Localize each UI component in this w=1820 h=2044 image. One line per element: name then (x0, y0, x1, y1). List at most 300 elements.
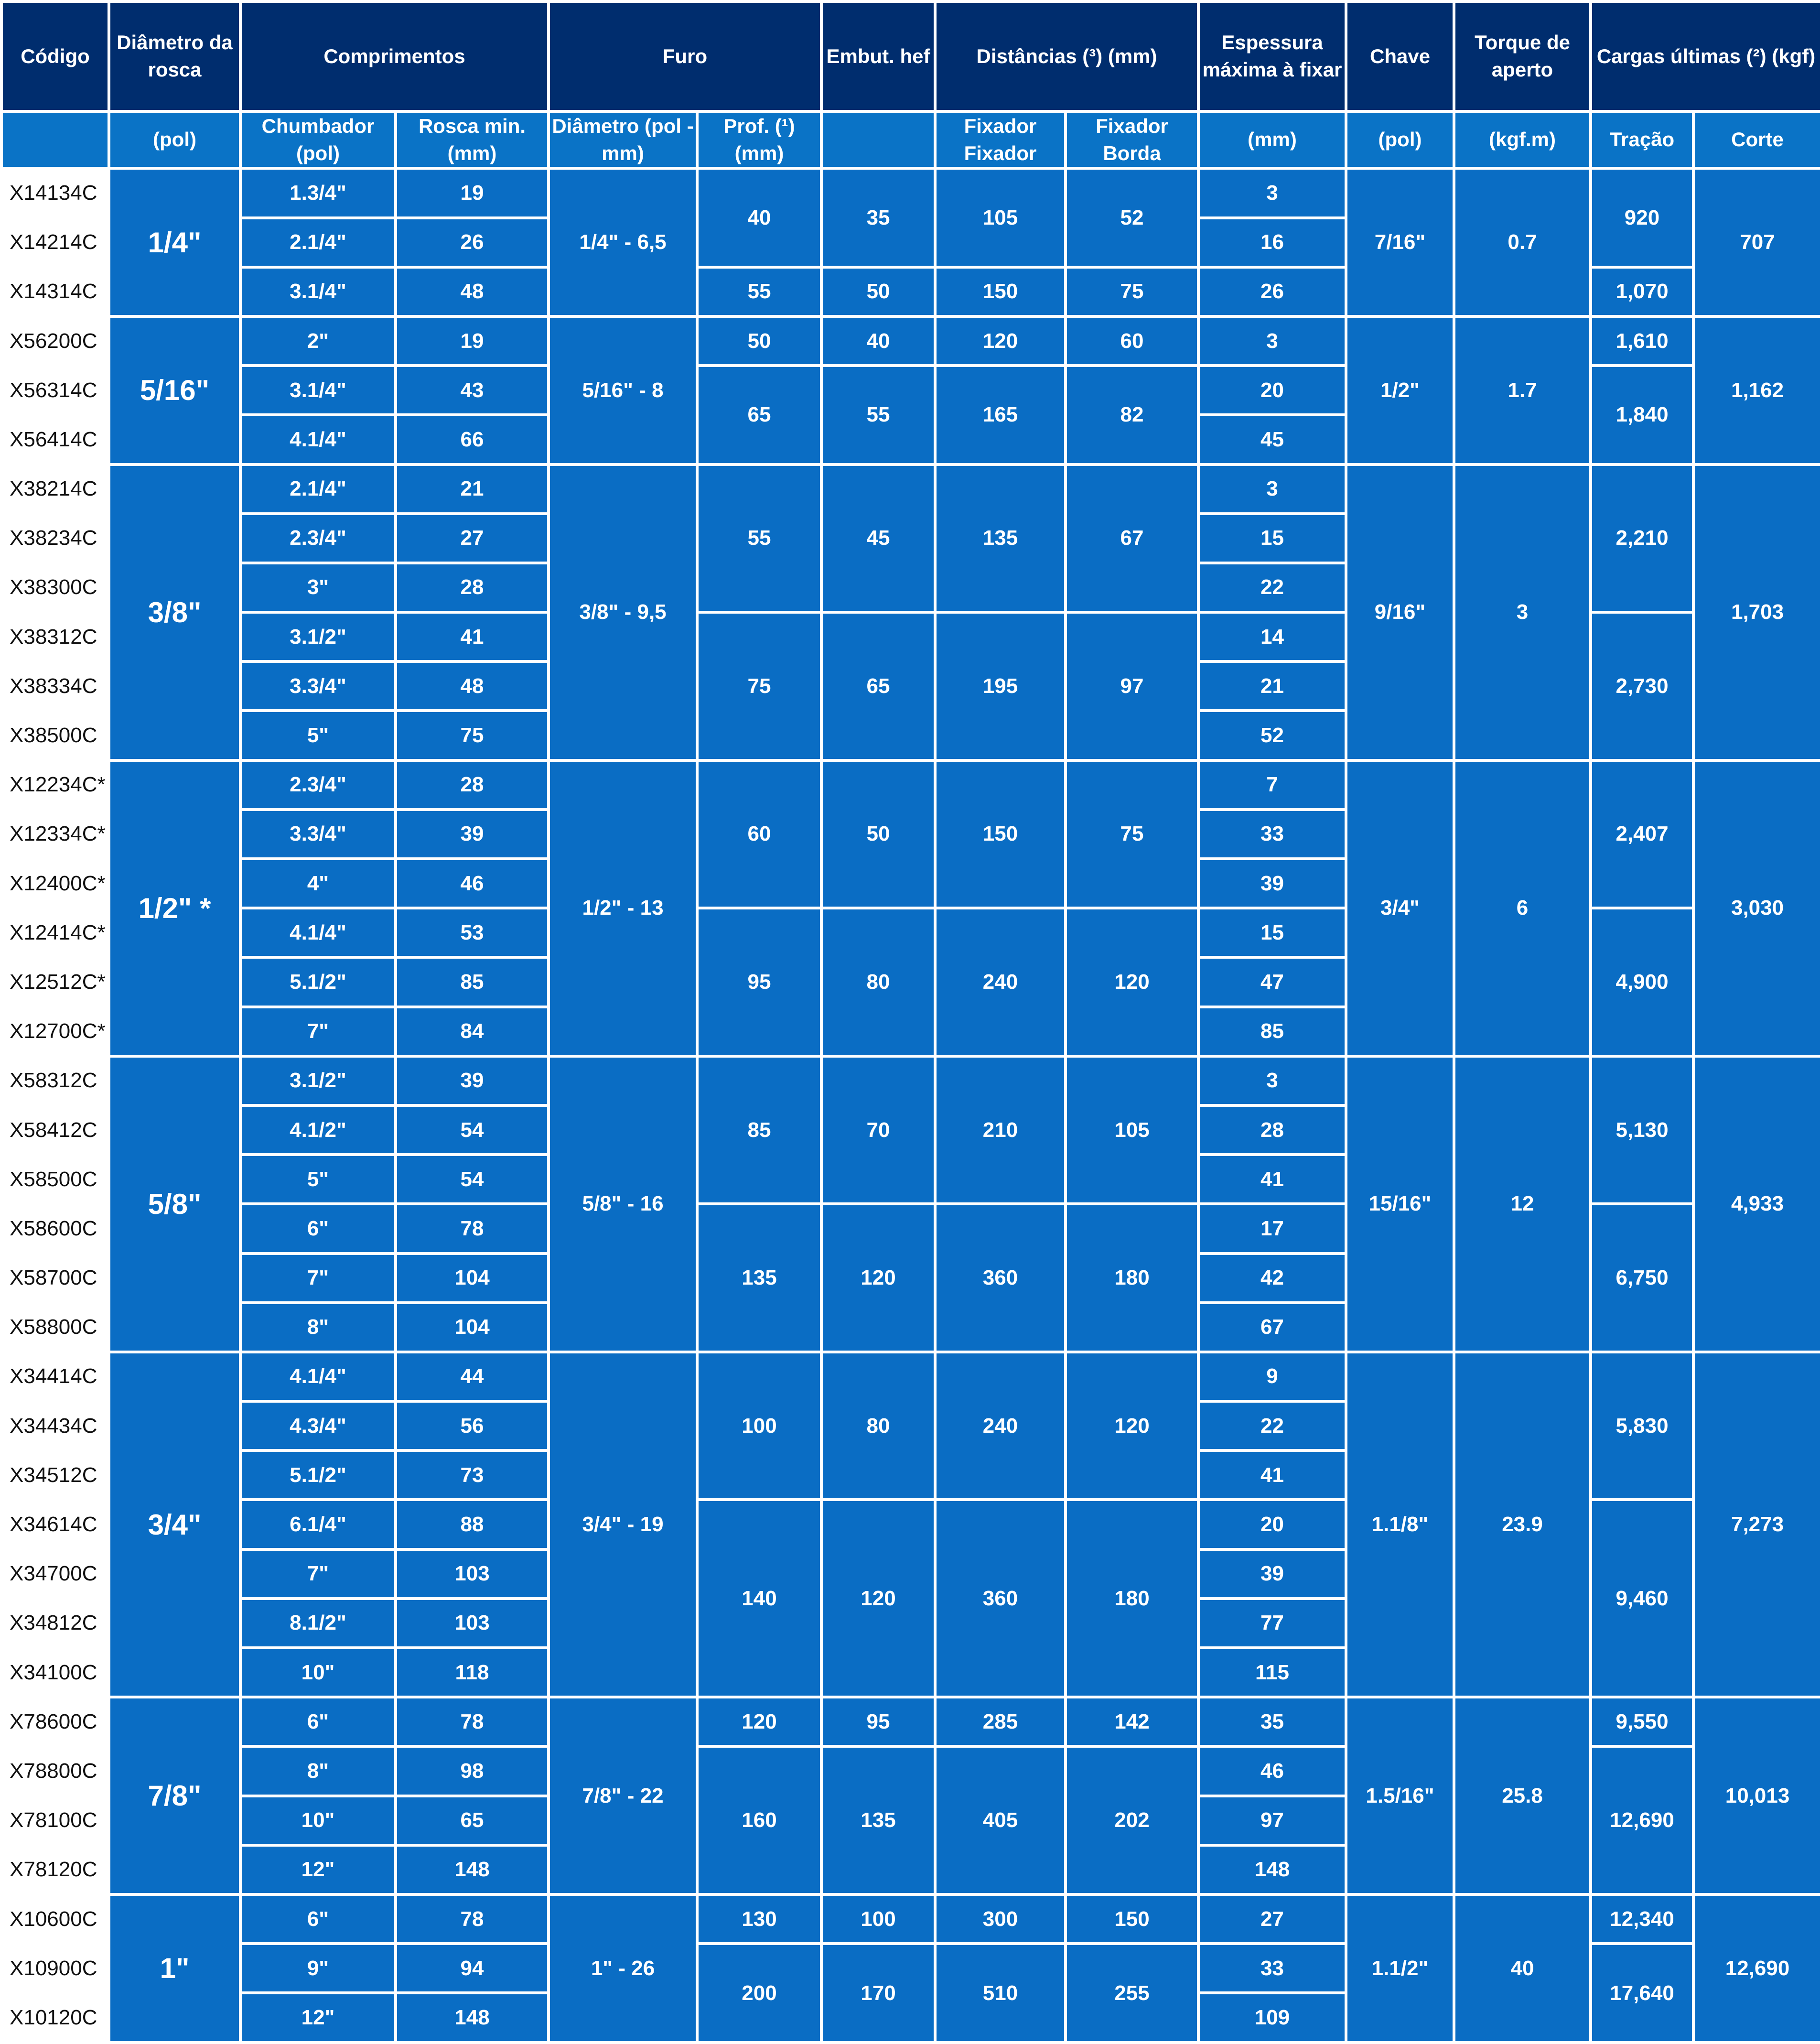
hole-diameter: 3/8" - 9,5 (549, 465, 697, 760)
product-code: X38312C (1, 612, 109, 661)
shear-load: 7,273 (1693, 1352, 1820, 1697)
anchor-length: 4.1/4" (240, 415, 396, 464)
thread-min-length: 44 (396, 1352, 549, 1401)
distance-fixador-borda: 105 (1066, 1056, 1198, 1204)
wrench-size: 1.5/16" (1346, 1697, 1454, 1894)
thread-min-length: 46 (396, 859, 549, 908)
anchor-length: 1.3/4" (240, 168, 396, 217)
shear-load: 707 (1693, 168, 1820, 316)
anchor-length: 12" (240, 1845, 396, 1894)
wrench-size: 1.1/2" (1346, 1894, 1454, 2043)
header-row-units (1, 111, 1820, 168)
embedment-hef: 170 (821, 1944, 935, 2043)
max-fixture-thickness: 3 (1198, 1056, 1346, 1105)
distance-fixador-fixador: 240 (935, 908, 1066, 1056)
thread-min-length: 148 (396, 1993, 549, 2043)
header-torque: Torque de aperto (1454, 1, 1591, 111)
hole-depth: 130 (697, 1894, 821, 1944)
product-code: X12512C* (1, 957, 109, 1006)
tightening-torque: 6 (1454, 760, 1591, 1056)
product-code: X34614C (1, 1500, 109, 1549)
hole-diameter: 5/16" - 8 (549, 316, 697, 465)
distance-fixador-borda: 120 (1066, 908, 1198, 1056)
max-fixture-thickness: 33 (1198, 810, 1346, 859)
max-fixture-thickness: 85 (1198, 1007, 1346, 1056)
hole-depth: 60 (697, 760, 821, 908)
thread-min-length: 19 (396, 316, 549, 366)
product-code: X58500C (1, 1155, 109, 1204)
product-code: X56200C (1, 316, 109, 366)
header-chave: Chave (1346, 1, 1454, 111)
thread-min-length: 78 (396, 1894, 549, 1944)
product-code: X34700C (1, 1549, 109, 1599)
product-code: X14314C (1, 267, 109, 316)
wrench-size: 7/16" (1346, 168, 1454, 316)
anchor-length: 3.1/2" (240, 1056, 396, 1105)
anchor-length: 10" (240, 1796, 396, 1845)
max-fixture-thickness: 17 (1198, 1204, 1346, 1253)
product-code: X34414C (1, 1352, 109, 1401)
distance-fixador-fixador: 285 (935, 1697, 1066, 1746)
header-fixador-fixador: Fixador Fixador (935, 111, 1066, 168)
max-fixture-thickness: 45 (1198, 415, 1346, 464)
anchor-length: 6.1/4" (240, 1500, 396, 1549)
distance-fixador-borda: 60 (1066, 316, 1198, 366)
product-code: X58312C (1, 1056, 109, 1105)
max-fixture-thickness: 148 (1198, 1845, 1346, 1894)
embedment-hef: 50 (821, 267, 935, 316)
thread-min-length: 98 (396, 1746, 549, 1795)
hole-depth: 135 (697, 1204, 821, 1352)
distance-fixador-fixador: 510 (935, 1944, 1066, 2043)
product-code: X58600C (1, 1204, 109, 1253)
tightening-torque: 23.9 (1454, 1352, 1591, 1697)
header-embut-hef: Embut. hef (821, 1, 935, 111)
hole-depth: 200 (697, 1944, 821, 2043)
embedment-hef: 100 (821, 1894, 935, 1944)
header-embut-blank (821, 111, 935, 168)
header-row-main (1, 1, 1820, 111)
anchor-length: 3.3/4" (240, 810, 396, 859)
header-corte: Corte (1693, 111, 1820, 168)
max-fixture-thickness: 67 (1198, 1303, 1346, 1352)
product-code: X10900C (1, 1944, 109, 1993)
header-espessura: Espessura máxima à fixar (1198, 1, 1346, 111)
distance-fixador-fixador: 120 (935, 316, 1066, 366)
distance-fixador-borda: 75 (1066, 267, 1198, 316)
tension-load: 5,130 (1591, 1056, 1693, 1204)
product-code: X12700C* (1, 1007, 109, 1056)
max-fixture-thickness: 46 (1198, 1746, 1346, 1795)
max-fixture-thickness: 39 (1198, 1549, 1346, 1599)
product-code: X78120C (1, 1845, 109, 1894)
product-code: X78800C (1, 1746, 109, 1795)
thread-min-length: 66 (396, 415, 549, 464)
thread-diameter: 1/2" * (109, 760, 240, 1056)
thread-min-length: 39 (396, 810, 549, 859)
max-fixture-thickness: 47 (1198, 957, 1346, 1006)
shear-load: 12,690 (1693, 1894, 1820, 2043)
embedment-hef: 135 (821, 1746, 935, 1894)
max-fixture-thickness: 97 (1198, 1796, 1346, 1845)
anchor-length: 3.3/4" (240, 661, 396, 711)
tension-load: 9,550 (1591, 1697, 1693, 1746)
anchor-length: 7" (240, 1549, 396, 1599)
distance-fixador-fixador: 195 (935, 612, 1066, 760)
max-fixture-thickness: 9 (1198, 1352, 1346, 1401)
hole-depth: 85 (697, 1056, 821, 1204)
tension-load: 12,340 (1591, 1894, 1693, 1944)
hole-diameter: 7/8" - 22 (549, 1697, 697, 1894)
embedment-hef: 80 (821, 1352, 935, 1500)
thread-min-length: 56 (396, 1401, 549, 1450)
hole-diameter: 3/4" - 19 (549, 1352, 697, 1697)
product-code: X58800C (1, 1303, 109, 1352)
anchor-length: 2.1/4" (240, 465, 396, 514)
tension-load: 9,460 (1591, 1500, 1693, 1697)
max-fixture-thickness: 3 (1198, 465, 1346, 514)
header-chave-unit: (pol) (1346, 111, 1454, 168)
header-furo-diametro: Diâmetro (pol - mm) (549, 111, 697, 168)
thread-min-length: 48 (396, 267, 549, 316)
embedment-hef: 45 (821, 465, 935, 613)
distance-fixador-fixador: 300 (935, 1894, 1066, 1944)
tightening-torque: 12 (1454, 1056, 1591, 1352)
thread-min-length: 78 (396, 1204, 549, 1253)
hole-depth: 55 (697, 465, 821, 613)
tension-load: 2,730 (1591, 612, 1693, 760)
anchor-length: 5" (240, 711, 396, 760)
max-fixture-thickness: 15 (1198, 908, 1346, 957)
header-distancias: Distâncias (³) (mm) (935, 1, 1198, 111)
distance-fixador-borda: 150 (1066, 1894, 1198, 1944)
header-torque-unit: (kgf.m) (1454, 111, 1591, 168)
header-codigo: Código (1, 1, 109, 111)
max-fixture-thickness: 35 (1198, 1697, 1346, 1746)
hole-depth: 95 (697, 908, 821, 1056)
max-fixture-thickness: 14 (1198, 612, 1346, 661)
anchor-length: 10" (240, 1648, 396, 1697)
product-code: X78600C (1, 1697, 109, 1746)
thread-min-length: 26 (396, 218, 549, 267)
embedment-hef: 65 (821, 612, 935, 760)
header-furo-prof: Prof. (¹) (mm) (697, 111, 821, 168)
header-codigo-blank (1, 111, 109, 168)
hole-diameter: 5/8" - 16 (549, 1056, 697, 1352)
hole-depth: 50 (697, 316, 821, 366)
distance-fixador-fixador: 135 (935, 465, 1066, 613)
max-fixture-thickness: 3 (1198, 316, 1346, 366)
anchor-length: 6" (240, 1697, 396, 1746)
max-fixture-thickness: 20 (1198, 366, 1346, 415)
anchor-length: 4.1/4" (240, 1352, 396, 1401)
anchor-length: 6" (240, 1894, 396, 1944)
tension-load: 6,750 (1591, 1204, 1693, 1352)
product-code: X12234C* (1, 760, 109, 810)
wrench-size: 3/4" (1346, 760, 1454, 1056)
anchor-length: 5.1/2" (240, 957, 396, 1006)
distance-fixador-borda: 75 (1066, 760, 1198, 908)
thread-min-length: 94 (396, 1944, 549, 1993)
product-code: X34512C (1, 1450, 109, 1500)
wrench-size: 1/2" (1346, 316, 1454, 465)
thread-min-length: 27 (396, 514, 549, 563)
tightening-torque: 1.7 (1454, 316, 1591, 465)
anchor-length: 9" (240, 1944, 396, 1993)
header-cargas: Cargas últimas (²) (kgf) (1591, 1, 1820, 111)
header-diametro-rosca: Diâmetro da rosca (109, 1, 240, 111)
hole-depth: 100 (697, 1352, 821, 1500)
max-fixture-thickness: 16 (1198, 218, 1346, 267)
anchor-length: 4.1/4" (240, 908, 396, 957)
distance-fixador-fixador: 240 (935, 1352, 1066, 1500)
header-tracao: Tração (1591, 111, 1693, 168)
thread-min-length: 54 (396, 1155, 549, 1204)
distance-fixador-fixador: 210 (935, 1056, 1066, 1204)
max-fixture-thickness: 27 (1198, 1894, 1346, 1944)
max-fixture-thickness: 41 (1198, 1155, 1346, 1204)
tension-load: 2,210 (1591, 465, 1693, 613)
max-fixture-thickness: 7 (1198, 760, 1346, 810)
distance-fixador-borda: 142 (1066, 1697, 1198, 1746)
max-fixture-thickness: 52 (1198, 711, 1346, 760)
product-code: X12334C* (1, 810, 109, 859)
product-code: X34100C (1, 1648, 109, 1697)
product-code: X38500C (1, 711, 109, 760)
header-comprimentos: Comprimentos (240, 1, 549, 111)
thread-min-length: 43 (396, 366, 549, 415)
hole-diameter: 1" - 26 (549, 1894, 697, 2043)
anchor-length: 2" (240, 316, 396, 366)
product-code: X14214C (1, 218, 109, 267)
anchor-length: 4.1/2" (240, 1105, 396, 1155)
anchor-length: 3.1/4" (240, 366, 396, 415)
product-code: X56414C (1, 415, 109, 464)
embedment-hef: 50 (821, 760, 935, 908)
product-code: X58700C (1, 1254, 109, 1303)
embedment-hef: 35 (821, 168, 935, 267)
shear-load: 3,030 (1693, 760, 1820, 1056)
anchor-length: 8" (240, 1303, 396, 1352)
thread-min-length: 104 (396, 1303, 549, 1352)
tightening-torque: 25.8 (1454, 1697, 1591, 1894)
thread-min-length: 19 (396, 168, 549, 217)
anchor-length: 2.3/4" (240, 514, 396, 563)
thread-diameter: 5/8" (109, 1056, 240, 1352)
table-row (1, 1056, 1820, 1105)
thread-min-length: 78 (396, 1697, 549, 1746)
thread-min-length: 28 (396, 563, 549, 612)
max-fixture-thickness: 115 (1198, 1648, 1346, 1697)
tension-load: 12,690 (1591, 1746, 1693, 1894)
header-fixador-borda: Fixador Borda (1066, 111, 1198, 168)
thread-min-length: 88 (396, 1500, 549, 1549)
hole-diameter: 1/4" - 6,5 (549, 168, 697, 316)
product-code: X38214C (1, 465, 109, 514)
anchor-length: 6" (240, 1204, 396, 1253)
tension-load: 1,070 (1591, 267, 1693, 316)
product-code: X10120C (1, 1993, 109, 2043)
max-fixture-thickness: 42 (1198, 1254, 1346, 1303)
wrench-size: 1.1/8" (1346, 1352, 1454, 1697)
anchor-length: 7" (240, 1254, 396, 1303)
distance-fixador-borda: 180 (1066, 1204, 1198, 1352)
thread-min-length: 54 (396, 1105, 549, 1155)
tension-load: 920 (1591, 168, 1693, 267)
tension-load: 1,610 (1591, 316, 1693, 366)
embedment-hef: 70 (821, 1056, 935, 1204)
table-row (1, 1352, 1820, 1401)
distance-fixador-borda: 67 (1066, 465, 1198, 613)
table-row (1, 316, 1820, 366)
thread-min-length: 84 (396, 1007, 549, 1056)
max-fixture-thickness: 28 (1198, 1105, 1346, 1155)
distance-fixador-fixador: 105 (935, 168, 1066, 267)
anchor-length: 3" (240, 563, 396, 612)
header-espessura-unit: (mm) (1198, 111, 1346, 168)
thread-min-length: 103 (396, 1599, 549, 1648)
max-fixture-thickness: 41 (1198, 1450, 1346, 1500)
max-fixture-thickness: 3 (1198, 168, 1346, 217)
thread-min-length: 28 (396, 760, 549, 810)
anchor-length: 8.1/2" (240, 1599, 396, 1648)
distance-fixador-fixador: 150 (935, 267, 1066, 316)
hole-depth: 75 (697, 612, 821, 760)
wrench-size: 15/16" (1346, 1056, 1454, 1352)
tightening-torque: 3 (1454, 465, 1591, 760)
embedment-hef: 80 (821, 908, 935, 1056)
thread-min-length: 21 (396, 465, 549, 514)
distance-fixador-fixador: 360 (935, 1204, 1066, 1352)
table-row (1, 1697, 1820, 1746)
header-diametro-unit: (pol) (109, 111, 240, 168)
product-code: X34812C (1, 1599, 109, 1648)
max-fixture-thickness: 22 (1198, 1401, 1346, 1450)
distance-fixador-borda: 97 (1066, 612, 1198, 760)
anchor-length: 12" (240, 1993, 396, 2043)
table-row (1, 168, 1820, 217)
hole-depth: 40 (697, 168, 821, 267)
product-code: X38234C (1, 514, 109, 563)
max-fixture-thickness: 26 (1198, 267, 1346, 316)
product-code: X38334C (1, 661, 109, 711)
thread-min-length: 85 (396, 957, 549, 1006)
tension-load: 4,900 (1591, 908, 1693, 1056)
distance-fixador-fixador: 165 (935, 366, 1066, 464)
tension-load: 1,840 (1591, 366, 1693, 464)
tension-load: 17,640 (1591, 1944, 1693, 2043)
max-fixture-thickness: 21 (1198, 661, 1346, 711)
tension-load: 2,407 (1591, 760, 1693, 908)
distance-fixador-borda: 202 (1066, 1746, 1198, 1894)
distance-fixador-borda: 120 (1066, 1352, 1198, 1500)
anchor-length: 5" (240, 1155, 396, 1204)
anchor-length: 3.1/4" (240, 267, 396, 316)
tightening-torque: 0.7 (1454, 168, 1591, 316)
thread-min-length: 41 (396, 612, 549, 661)
distance-fixador-fixador: 405 (935, 1746, 1066, 1894)
product-code: X14134C (1, 168, 109, 217)
header-furo: Furo (549, 1, 821, 111)
thread-diameter: 1/4" (109, 168, 240, 316)
thread-min-length: 75 (396, 711, 549, 760)
thread-min-length: 65 (396, 1796, 549, 1845)
anchor-length: 2.3/4" (240, 760, 396, 810)
header-chumbador: Chumbador (pol) (240, 111, 396, 168)
max-fixture-thickness: 22 (1198, 563, 1346, 612)
embedment-hef: 95 (821, 1697, 935, 1746)
embedment-hef: 120 (821, 1204, 935, 1352)
thread-min-length: 148 (396, 1845, 549, 1894)
anchor-length: 3.1/2" (240, 612, 396, 661)
thread-min-length: 104 (396, 1254, 549, 1303)
thread-min-length: 118 (396, 1648, 549, 1697)
hole-depth: 120 (697, 1697, 821, 1746)
anchor-length: 4" (240, 859, 396, 908)
anchor-length: 4.3/4" (240, 1401, 396, 1450)
anchor-length: 8" (240, 1746, 396, 1795)
wrench-size: 9/16" (1346, 465, 1454, 760)
thread-diameter: 1" (109, 1894, 240, 2043)
hole-depth: 140 (697, 1500, 821, 1697)
product-code: X12400C* (1, 859, 109, 908)
max-fixture-thickness: 15 (1198, 514, 1346, 563)
thread-diameter: 5/16" (109, 316, 240, 465)
anchor-length: 5.1/2" (240, 1450, 396, 1500)
product-code: X78100C (1, 1796, 109, 1845)
thread-min-length: 48 (396, 661, 549, 711)
shear-load: 4,933 (1693, 1056, 1820, 1352)
product-code: X34434C (1, 1401, 109, 1450)
anchor-length: 7" (240, 1007, 396, 1056)
embedment-hef: 55 (821, 366, 935, 464)
product-code: X38300C (1, 563, 109, 612)
tension-load: 5,830 (1591, 1352, 1693, 1500)
distance-fixador-borda: 180 (1066, 1500, 1198, 1697)
max-fixture-thickness: 33 (1198, 1944, 1346, 1993)
table-row (1, 1894, 1820, 1944)
thread-min-length: 39 (396, 1056, 549, 1105)
hole-depth: 160 (697, 1746, 821, 1894)
product-code: X56314C (1, 366, 109, 415)
max-fixture-thickness: 109 (1198, 1993, 1346, 2043)
shear-load: 1,703 (1693, 465, 1820, 760)
embedment-hef: 40 (821, 316, 935, 366)
hole-depth: 65 (697, 366, 821, 464)
distance-fixador-borda: 52 (1066, 168, 1198, 267)
shear-load: 10,013 (1693, 1697, 1820, 1894)
embedment-hef: 120 (821, 1500, 935, 1697)
product-code: X58412C (1, 1105, 109, 1155)
thread-diameter: 7/8" (109, 1697, 240, 1894)
table-body (1, 168, 1820, 2043)
thread-min-length: 53 (396, 908, 549, 957)
distance-fixador-borda: 82 (1066, 366, 1198, 464)
anchor-length: 2.1/4" (240, 218, 396, 267)
table-row (1, 465, 1820, 514)
distance-fixador-borda: 255 (1066, 1944, 1198, 2043)
shear-load: 1,162 (1693, 316, 1820, 465)
hole-depth: 55 (697, 267, 821, 316)
thread-min-length: 103 (396, 1549, 549, 1599)
distance-fixador-fixador: 150 (935, 760, 1066, 908)
distance-fixador-fixador: 360 (935, 1500, 1066, 1697)
product-code: X10600C (1, 1894, 109, 1944)
max-fixture-thickness: 77 (1198, 1599, 1346, 1648)
header-rosca-min: Rosca min. (mm) (396, 111, 549, 168)
hole-diameter: 1/2" - 13 (549, 760, 697, 1056)
tightening-torque: 40 (1454, 1894, 1591, 2043)
